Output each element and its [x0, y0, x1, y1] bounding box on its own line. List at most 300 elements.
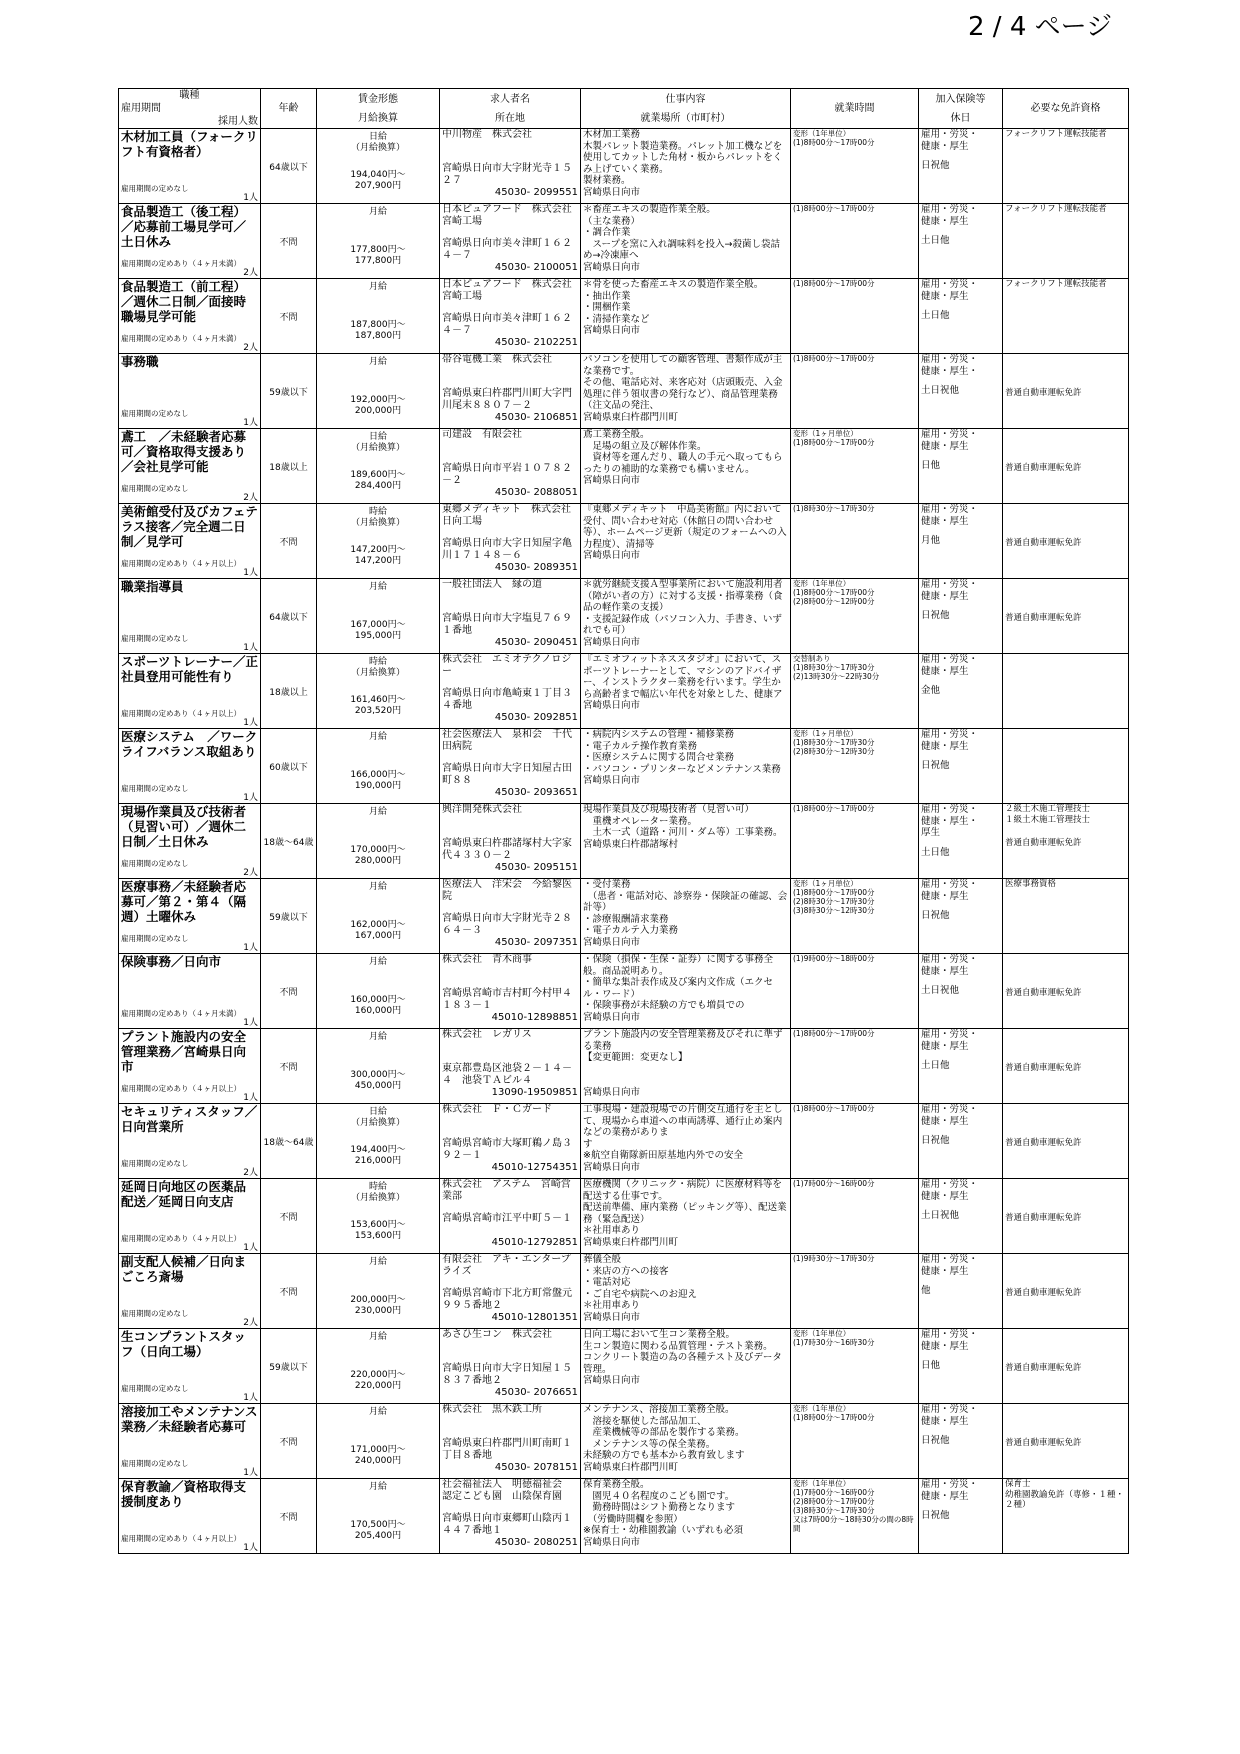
wage-min: 194,040円～ — [350, 170, 406, 180]
employment-period: 雇用期間の定めあり（４ヶ月以上） — [121, 1084, 241, 1093]
wage-type: 月給 — [368, 282, 387, 292]
employer-name: あさひ生コン 株式会社 — [442, 1329, 552, 1340]
wage-conversion: （月給換算） — [350, 1118, 405, 1128]
holidays: 月他 — [921, 535, 941, 546]
holidays: 土日祝他 — [921, 385, 960, 396]
work-content: ・保険（損保・生保・証券）に関する事務全般。商品説明あり。 ・簡単な集計表作成及び案内文作成（エクセル・ワード） ・保険事務が未経験の方でも増員での 宮崎県日向市 — [583, 954, 774, 1023]
wage-cell — [317, 1329, 440, 1404]
wage-cell — [317, 954, 440, 1029]
employer-cell — [440, 1179, 581, 1254]
wage-min: 160,000円～ — [350, 995, 406, 1005]
job-title-cell — [119, 729, 261, 804]
work-content-cell — [581, 804, 791, 879]
header-age: 年齢 — [261, 89, 317, 129]
job-title-cell — [119, 1254, 261, 1329]
wage-cell — [317, 204, 440, 279]
wage-type: 月給 — [368, 807, 387, 817]
age-limit: 不問 — [261, 504, 317, 579]
job-title: プラント施設内の安全管理業務／宮崎県日向市 — [121, 1029, 247, 1074]
employer-address: 東京都豊島区池袋２－１４－４ 池袋ＴＡビル４ — [442, 1063, 572, 1086]
employer-name: 医療法人 洋宋会 今給黎医院 — [442, 879, 572, 902]
work-content-cell — [581, 354, 791, 429]
employer-address: 宮崎県宮崎市吉村町今村甲４１８３－１ — [442, 988, 572, 1011]
insurance-cell — [919, 504, 1003, 579]
insurance: 雇用・労災・ 健康・厚生 — [921, 729, 979, 752]
job-title: 職業指導員 — [121, 579, 184, 594]
wage-max: 167,000円 — [354, 931, 402, 941]
required-license-secondary: 普通自動車運転免許 — [1005, 463, 1082, 473]
work-content: ・病院内システムの管理・補修業務 ・電子カルテ操作教育業務 ・医療システムに関する問合せ業務 ・パソコン・プリンターなどメンテナンス業務 宮崎県日向市 — [583, 729, 781, 786]
job-row — [119, 1104, 1129, 1179]
wage-cell — [317, 1479, 440, 1554]
wage-cell — [317, 654, 440, 729]
job-title-cell — [119, 954, 261, 1029]
employer-address: 宮崎県日向市大字日知屋字亀川１７１４８－６ — [442, 538, 572, 561]
wage-max: 153,600円 — [354, 1231, 402, 1241]
holidays: 日祝他 — [921, 1510, 950, 1521]
required-license-secondary: 普通自動車運転免許 — [1005, 1363, 1082, 1373]
job-row — [119, 204, 1129, 279]
employer-address: 宮崎県日向市平岩１０７８２－２ — [442, 463, 572, 486]
required-license — [1005, 729, 1126, 763]
insurance: 雇用・労災・ 健康・厚生 — [921, 1329, 979, 1352]
employer-cell — [440, 729, 581, 804]
wage-min: 192,000円～ — [350, 395, 406, 405]
employer-name: 株式会社 黒木鉄工所 — [442, 1404, 542, 1415]
job-title: 事務職 — [121, 354, 159, 369]
header-employer: 求人者名 所在地 — [440, 89, 581, 129]
license-cell — [1003, 654, 1129, 729]
insurance-cell — [919, 204, 1003, 279]
license-cell — [1003, 204, 1129, 279]
job-number: 45030- 2099551 — [494, 187, 578, 198]
required-license-secondary: 普通自動車運転免許 — [1005, 1138, 1082, 1148]
insurance: 雇用・労災・ 健康・厚生 — [921, 1254, 979, 1277]
wage-cell — [317, 1104, 440, 1179]
header-insurance: 加入保険等 休日 — [919, 89, 1003, 129]
job-number: 45030- 2102251 — [494, 337, 578, 348]
wage-type: 日給 — [368, 1107, 387, 1117]
job-title: 現場作業員及び技術者（見習い可）／週休二日制／土日休み — [121, 804, 247, 849]
wage-max: 207,900円 — [354, 181, 402, 191]
hire-count: 2人 — [243, 1168, 258, 1178]
job-title-cell — [119, 1179, 261, 1254]
wage-conversion: （月給換算） — [350, 1193, 405, 1203]
age-limit: 64歳以下 — [261, 129, 317, 204]
wage-max: 195,000円 — [354, 631, 402, 641]
required-license-secondary: 普通自動車運転免許 — [1005, 613, 1082, 623]
license-cell — [1003, 1254, 1129, 1329]
wage-conversion: （月給換算） — [350, 143, 405, 153]
wage-max: 190,000円 — [354, 781, 402, 791]
license-cell — [1003, 354, 1129, 429]
license-cell — [1003, 1179, 1129, 1254]
employer-name: 株式会社 エミオテクノロジー — [442, 654, 572, 677]
age-limit: 不問 — [261, 1179, 317, 1254]
age-limit: 18歳以上 — [261, 654, 317, 729]
work-content: プラント施設内の安全管理業務及びそれに準ずる業務 【変更範囲：変更なし】 宮崎県日向市 — [583, 1029, 783, 1098]
job-title: セキュリティスタッフ／日向営業所 — [121, 1104, 258, 1134]
job-number: 45030- 2106851 — [494, 412, 578, 423]
job-title-cell — [119, 1029, 261, 1104]
required-license — [1005, 1029, 1126, 1063]
required-license — [1005, 654, 1126, 688]
hire-count: 1人 — [243, 718, 258, 728]
employer-address: 宮崎県宮崎市下北方町常盤元９９５番地２ — [442, 1288, 572, 1311]
wage-min: 171,000円～ — [350, 1445, 406, 1455]
license-cell — [1003, 1029, 1129, 1104]
hire-count: 2人 — [243, 868, 258, 878]
insurance-cell — [919, 1029, 1003, 1104]
job-title-cell — [119, 879, 261, 954]
insurance: 雇用・労災・ 健康・厚生 — [921, 579, 979, 602]
age-limit: 不問 — [261, 1029, 317, 1104]
required-license-secondary: 普通自動車運転免許 — [1005, 1438, 1082, 1448]
insurance: 雇用・労災・ 健康・厚生 — [921, 879, 979, 902]
work-hours: (1)8時00分～17時00分 — [791, 354, 919, 429]
employer-cell — [440, 579, 581, 654]
wage-type: 日給 — [368, 432, 387, 442]
work-content: 『東郷メディキット 中島美術館』内において受付、問い合わせ対応（休館日の問い合わせ等）、ホームページ更新（規定のフォームへの入力程度）、清掃等 宮崎県日向市 — [583, 504, 787, 561]
employment-period: 雇用期間の定めなし — [121, 409, 189, 418]
job-row — [119, 429, 1129, 504]
job-title-cell — [119, 579, 261, 654]
job-title-cell — [119, 354, 261, 429]
required-license: ２級土木施工管理技士 １級土木施工管理技士 — [1005, 804, 1091, 825]
work-content: 現場作業員及び現場技術者（見習い可） 重機オペレーター業務。 土木一式（道路・河川・ダム等）工事業務。 宮崎県東臼杵郡諸塚村 — [583, 804, 783, 850]
employment-period: 雇用期間の定めあり（４ヶ月未満） — [121, 334, 241, 343]
insurance-cell — [919, 1329, 1003, 1404]
hire-count: 1人 — [243, 1393, 258, 1403]
hire-count: 1人 — [243, 1468, 258, 1478]
wage-type: 月給 — [368, 357, 387, 367]
job-title: 医療システム ／ワークライフバランス取組あり — [121, 729, 258, 759]
wage-min: 170,500円～ — [350, 1520, 406, 1530]
required-license — [1005, 1329, 1126, 1363]
hire-count: 1人 — [243, 643, 258, 653]
employer-cell — [440, 804, 581, 879]
wage-max: 216,000円 — [354, 1156, 402, 1166]
work-hours: 変形（1ヶ月単位） (1)8時00分～17時00分 — [791, 429, 919, 504]
work-hours: 変形（1年単位） (1)8時00分～17時00分 — [791, 1404, 919, 1479]
age-limit: 18歳～64歳 — [261, 804, 317, 879]
job-title-cell — [119, 1329, 261, 1404]
work-content-cell — [581, 1479, 791, 1554]
required-license: フォークリフト運転技能者 — [1005, 129, 1107, 139]
work-content-cell — [581, 879, 791, 954]
hire-count: 2人 — [243, 1318, 258, 1328]
required-license-secondary: 普通自動車運転免許 — [1005, 988, 1082, 998]
work-hours: (1)8時00分～17時00分 — [791, 804, 919, 879]
job-row — [119, 354, 1129, 429]
work-content-cell — [581, 579, 791, 654]
insurance-cell — [919, 879, 1003, 954]
employer-address: 宮崎県東臼杵郡門川町大字門川尾末８８０７－２ — [442, 388, 572, 411]
license-cell — [1003, 729, 1129, 804]
employer-name: 社会福祉法人 明徳福祉会 認定こども園 山陰保育園 — [442, 1479, 572, 1502]
job-row — [119, 1329, 1129, 1404]
work-content-cell — [581, 1179, 791, 1254]
employment-period: 雇用期間の定めなし — [121, 1159, 189, 1168]
employer-name: 日本ピュアフード 株式会社 宮崎工場 — [442, 279, 582, 302]
work-hours: (1)7時00分～16時00分 — [791, 1179, 919, 1254]
wage-cell — [317, 504, 440, 579]
required-license — [1005, 1179, 1126, 1213]
employment-period: 雇用期間の定めあり（４ヶ月以上） — [121, 1534, 241, 1543]
wage-min: 170,000円～ — [350, 845, 406, 855]
required-license — [1005, 504, 1126, 538]
wage-type: 月給 — [368, 207, 387, 217]
employer-cell — [440, 1479, 581, 1554]
age-limit: 59歳以下 — [261, 354, 317, 429]
insurance: 雇用・労災・ 健康・厚生 — [921, 1179, 979, 1202]
insurance-cell — [919, 954, 1003, 1029]
job-title-cell — [119, 1479, 261, 1554]
wage-cell — [317, 1404, 440, 1479]
work-hours: 変形（1年単位） (1)8時00分～17時00分 (2)8時00分～12時00分 — [791, 579, 919, 654]
job-number: 45010-12754351 — [491, 1162, 578, 1173]
work-content: 日向工場において生コン業務全般。 生コン製造に関わる品質管理・テスト業務。 コンクリート製造の為の各種テスト及びデータ管理。 宮崎県日向市 — [583, 1329, 782, 1386]
job-number: 45030- 2076651 — [494, 1387, 578, 1398]
wage-conversion: （月給換算） — [350, 443, 405, 453]
insurance-cell — [919, 1179, 1003, 1254]
insurance-cell — [919, 279, 1003, 354]
work-content-cell — [581, 429, 791, 504]
job-title: 食品製造工（後工程）／応募前工場見学可／土日休み — [121, 204, 247, 249]
required-license: 医療事務資格 — [1005, 879, 1057, 889]
employer-address: 宮崎県日向市大字日知屋１５８３７番地２ — [442, 1363, 572, 1386]
employer-address: 宮崎県日向市大字財光寺１５２７ — [442, 163, 572, 186]
work-content: パソコンを使用しての顧客管理、書類作成が主な業務です。 その他、電話応対、来客応対（店頭販売、入金処理に伴う領収書の発行など）、商品管理業務（注文品の発注、 宮崎県東臼杵郡門川町 — [583, 354, 783, 423]
wage-type: 月給 — [368, 1257, 387, 1267]
work-content-cell — [581, 729, 791, 804]
license-cell — [1003, 504, 1129, 579]
job-row — [119, 729, 1129, 804]
wage-type: 月給 — [368, 1482, 387, 1492]
license-cell — [1003, 804, 1129, 879]
work-hours: 変形（1年単位） (1)7時30分～16時30分 — [791, 1329, 919, 1404]
wage-min: 162,000円～ — [350, 920, 406, 930]
insurance: 雇用・労災・ 健康・厚生 — [921, 204, 979, 227]
employer-name: 株式会社 Ｆ・Ｃガード — [442, 1104, 552, 1115]
employer-address: 宮崎県日向市美々津町１６２４－７ — [442, 238, 572, 261]
employer-address: 宮崎県東臼杵郡門川町南町１丁目８番地 — [442, 1438, 572, 1461]
age-limit: 不問 — [261, 1404, 317, 1479]
hire-count: 2人 — [243, 493, 258, 503]
hire-count: 2人 — [243, 343, 258, 353]
job-title: 美術館受付及びカフェテラス接客／完全週二日制／見学可 — [121, 504, 258, 549]
required-license-secondary: 普通自動車運転免許 — [1005, 1063, 1082, 1073]
wage-cell — [317, 879, 440, 954]
insurance-cell — [919, 654, 1003, 729]
insurance: 雇用・労災・ 健康・厚生 — [921, 1104, 979, 1127]
employer-name: 帯谷電機工業 株式会社 — [442, 354, 552, 365]
employer-name: 社会医療法人 泉和会 千代田病院 — [442, 729, 572, 752]
work-content-cell — [581, 1254, 791, 1329]
wage-min: 300,000円～ — [350, 1070, 406, 1080]
wage-max: 160,000円 — [354, 1006, 402, 1016]
employment-period: 雇用期間の定めなし — [121, 934, 189, 943]
wage-type: 時給 — [368, 1182, 387, 1192]
required-license — [1005, 1404, 1126, 1438]
employment-period: 雇用期間の定めあり（４ヶ月未満） — [121, 259, 241, 268]
holidays: 日祝他 — [921, 1135, 950, 1146]
wage-type: 月給 — [368, 1032, 387, 1042]
job-title: 保険事務／日向市 — [121, 954, 222, 969]
wage-min: 161,460円～ — [350, 695, 406, 705]
employment-period: 雇用期間の定めあり（４ヶ月以上） — [121, 1234, 241, 1243]
holidays: 日祝他 — [921, 910, 950, 921]
employment-period: 雇用期間の定めなし — [121, 634, 189, 643]
job-row — [119, 954, 1129, 1029]
license-cell — [1003, 129, 1129, 204]
work-content: 保育業務全般。 園児４０名程度のこども園です。 勤務時間はシフト勤務となります （労働時間欄を参照） ※保育士・幼稚園教諭（いずれも必須 宮崎県日向市 — [583, 1479, 743, 1548]
age-limit: 18歳以上 — [261, 429, 317, 504]
wage-type: 月給 — [368, 957, 387, 967]
work-content-cell — [581, 504, 791, 579]
employer-name: 東郷メディキット 株式会社 日向工場 — [442, 504, 581, 527]
job-number: 45030- 2100051 — [494, 262, 578, 273]
work-content: ・受付業務 （患者・電話対応、診察券・保険証の確認、会計等） ・診療報酬請求業務 ・電子カルテ入力業務 宮崎県日向市 — [583, 879, 788, 948]
age-limit: 59歳以下 — [261, 879, 317, 954]
holidays: 他 — [921, 1285, 931, 1296]
insurance-cell — [919, 729, 1003, 804]
employer-address: 宮崎県宮崎市江平中町５－１ — [442, 1213, 572, 1224]
license-cell — [1003, 1404, 1129, 1479]
age-limit: 不問 — [261, 1479, 317, 1554]
holidays: 日他 — [921, 460, 941, 471]
work-content-cell — [581, 954, 791, 1029]
required-license — [1005, 1104, 1126, 1138]
header-license: 必要な免許資格 — [1003, 89, 1129, 129]
age-limit: 64歳以下 — [261, 579, 317, 654]
hire-count: 2人 — [243, 268, 258, 278]
wage-conversion: （月給換算） — [350, 668, 405, 678]
job-row — [119, 1404, 1129, 1479]
work-content: 木材加工業務 木製パレット製造業務。パレット加工機などを使用してカットした角材・板からパレットをくみ上げていく業務。 製材業務。 宮崎県日向市 — [583, 129, 783, 198]
job-title-cell — [119, 654, 261, 729]
insurance-cell — [919, 804, 1003, 879]
wage-type: 月給 — [368, 1332, 387, 1342]
required-license — [1005, 579, 1126, 613]
wage-conversion: （月給換算） — [350, 518, 405, 528]
job-row — [119, 129, 1129, 204]
job-number: 45030- 2090451 — [494, 637, 578, 648]
employer-address: 宮崎県日向市大字日知屋古田町８８ — [442, 763, 572, 786]
wage-min: 200,000円～ — [350, 1295, 406, 1305]
wage-min: 177,800円～ — [350, 245, 406, 255]
header-job-title: 職種 雇用期間 採用人数 — [119, 89, 261, 129]
job-title-cell — [119, 129, 261, 204]
employer-name: 株式会社 レガリス — [442, 1029, 532, 1040]
job-title: 副支配人候補／日向まごころ斎場 — [121, 1254, 247, 1284]
employer-cell — [440, 954, 581, 1029]
age-limit: 59歳以下 — [261, 1329, 317, 1404]
employer-address: 宮崎県日向市亀崎東１丁目３４番地 — [442, 688, 572, 711]
holidays: 金他 — [921, 685, 941, 696]
required-license-secondary: 普通自動車運転免許 — [1005, 538, 1082, 548]
job-title: 溶接加工やメンテナンス業務／未経験者応募可 — [121, 1404, 258, 1434]
work-content: 『エミオフィットネススタジオ』において、スポーツトレーナーとして、マシンのアドバイザー、インストラクター業務を行います。学生から高齢者まで幅広い年代を対象とした、健康ア 宮崎県日向市 — [583, 654, 783, 711]
holidays: 日祝他 — [921, 160, 950, 171]
employer-address: 宮崎県東臼杵郡諸塚村大字家代４３３０－２ — [442, 838, 572, 861]
wage-type: 時給 — [368, 507, 387, 517]
employment-period: 雇用期間の定めなし — [121, 784, 189, 793]
job-number: 45030- 2078151 — [494, 1462, 578, 1473]
work-content: 葬儀全般 ・来店の方への接客 ・電話対応 ・ご自宅や病院へのお迎え ＊社用車あり 宮崎県日向市 — [583, 1254, 698, 1323]
work-content: 鳶工業務全般。 足場の組立及び解体作業。 資材等を運んだり、職人の手元へ取ってもらったりの補助的な業務でも構いません。 宮崎県日向市 — [583, 429, 783, 486]
employer-name: 興洋開発株式会社 — [442, 804, 522, 815]
insurance-cell — [919, 1479, 1003, 1554]
employer-cell — [440, 129, 581, 204]
required-license-secondary: 普通自動車運転免許 — [1005, 838, 1082, 848]
wage-min: 166,000円～ — [350, 770, 406, 780]
hire-count: 1人 — [243, 1018, 258, 1028]
job-listing-table — [118, 88, 1129, 1554]
employer-cell — [440, 354, 581, 429]
insurance: 雇用・労災・ 健康・厚生 — [921, 279, 979, 302]
insurance-cell — [919, 1104, 1003, 1179]
work-hours: (1)8時00分～17時00分 — [791, 1029, 919, 1104]
wage-max: 177,800円 — [354, 256, 402, 266]
job-title-cell — [119, 429, 261, 504]
insurance: 雇用・労災・ 健康・厚生 — [921, 1404, 979, 1427]
work-hours: (1)8時00分～17時00分 — [791, 204, 919, 279]
wage-cell — [317, 579, 440, 654]
license-cell — [1003, 954, 1129, 1029]
employment-period: 雇用期間の定めなし — [121, 1309, 189, 1318]
job-row — [119, 579, 1129, 654]
work-hours: (1)8時00分～17時00分 — [791, 1104, 919, 1179]
work-hours: 変形（1年単位） (1)8時00分～17時00分 — [791, 129, 919, 204]
required-license — [1005, 1254, 1126, 1288]
wage-max: 147,200円 — [354, 556, 402, 566]
wage-max: 203,520円 — [354, 706, 402, 716]
employer-cell — [440, 1029, 581, 1104]
employer-cell — [440, 1104, 581, 1179]
work-hours: 変形（1年単位） (1)7時00分～16時00分 (2)8時00分～17時00分 (3)8時30分～17時30分 又は7時00分～18時30分の間の8時間 — [791, 1479, 919, 1554]
job-number: 45010-12898851 — [491, 1012, 578, 1023]
holidays: 日他 — [921, 1360, 941, 1371]
employer-name: 司建設 有限会社 — [442, 429, 522, 440]
employment-period: 雇用期間の定めなし — [121, 484, 189, 493]
wage-max: 284,400円 — [354, 481, 402, 491]
hire-count: 1人 — [243, 193, 258, 203]
work-hours: (1)8時30分～17時30分 — [791, 504, 919, 579]
employer-cell — [440, 204, 581, 279]
insurance-cell — [919, 429, 1003, 504]
job-row — [119, 1254, 1129, 1329]
job-number: 45010-12801351 — [491, 1312, 578, 1323]
wage-cell — [317, 804, 440, 879]
wage-type: 月給 — [368, 732, 387, 742]
work-content-cell — [581, 279, 791, 354]
wage-cell — [317, 1029, 440, 1104]
hire-count: 1人 — [243, 943, 258, 953]
wage-max: 220,000円 — [354, 1381, 402, 1391]
required-license — [1005, 429, 1126, 463]
employer-address: 宮崎県日向市大字塩見７６９１番地 — [442, 613, 572, 636]
wage-max: 450,000円 — [354, 1081, 402, 1091]
employer-cell — [440, 1254, 581, 1329]
job-number: 45030- 2097351 — [494, 937, 578, 948]
job-row — [119, 804, 1129, 879]
work-hours: 交替制あり (1)8時30分～17時30分 (2)13時30分～22時30分 — [791, 654, 919, 729]
wage-cell — [317, 729, 440, 804]
holidays: 日祝他 — [921, 610, 950, 621]
employer-cell — [440, 279, 581, 354]
job-title: 保育教諭／資格取得支援制度あり — [121, 1479, 247, 1509]
